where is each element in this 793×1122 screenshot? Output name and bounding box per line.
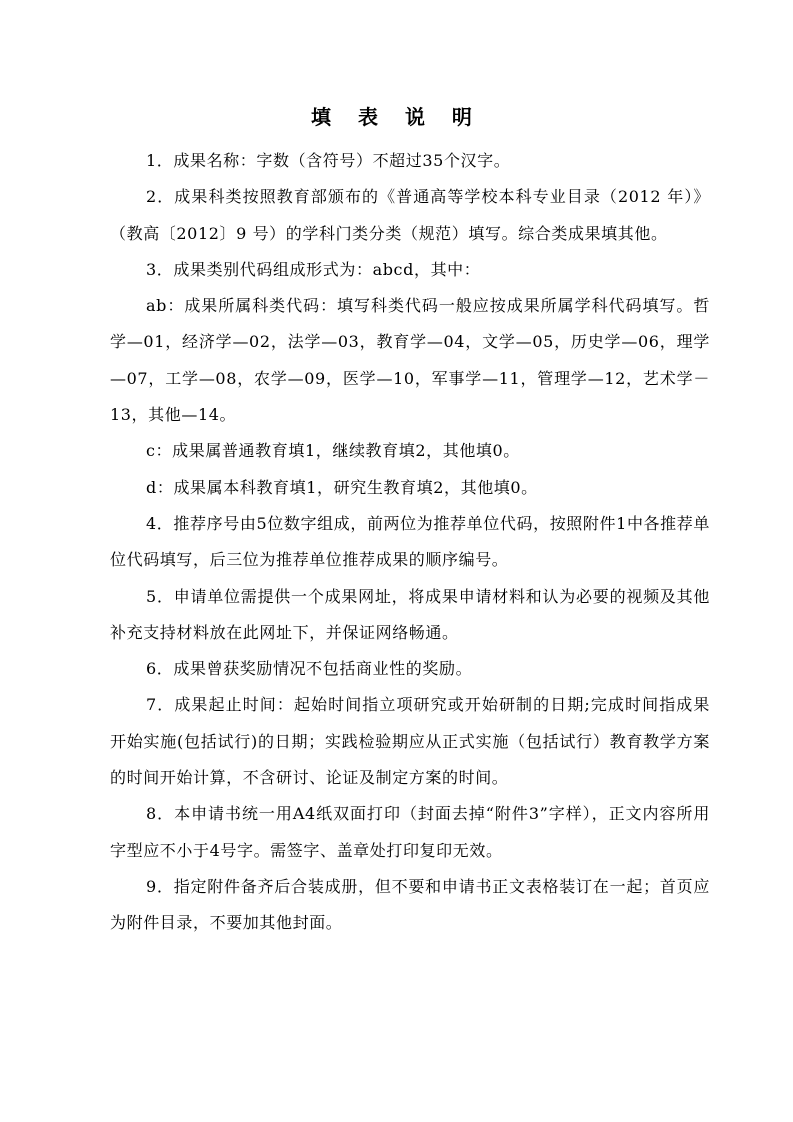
instruction-item-2: 2．成果科类按照教育部颁布的《普通高等学校本科专业目录（2012 年）》（教高〔2012〕9 号）的学科门类分类（规范）填写。综合类成果填其他。 bbox=[110, 187, 710, 243]
instruction-item-9: 9．指定附件备齐后合装成册，但不要和申请书正文表格装订在一起；首页应为附件目录，不要加其他封面。 bbox=[110, 876, 710, 933]
instruction-item-1: 1．成果名称：字数（含符号）不超过35个汉字。 bbox=[146, 151, 511, 170]
instructions-body bbox=[110, 143, 710, 942]
instruction-item-4: 4．推荐序号由5位数字组成，前两位为推荐单位代码，按照附件1中各推荐单位代码填写，后三位为推荐单位推荐成果的顺序编号。 bbox=[110, 513, 710, 570]
instruction-item-3-ab: ab：成果所属科类代码：填写科类代码一般应按成果所属学科代码填写。哲学—01，经济学—02，法学—03，教育学—04，文学—05，历史学—06，理学—07，工学—08，农学—09，医学—10，军事学—11，管理学—12，艺术学－13，其他—14。 bbox=[110, 296, 710, 425]
page-title: 填 表 说 明 bbox=[311, 105, 482, 129]
instruction-item-8: 8．本申请书统一用A4纸双面打印（封面去掉“附件3”字样），正文内容所用字型应不小于4号字。需签字、盖章处打印复印无效。 bbox=[110, 804, 710, 860]
instruction-item-6: 6．成果曾获奖励情况不包括商业性的奖励。 bbox=[146, 659, 473, 679]
instruction-item-5: 5．申请单位需提供一个成果网址，将成果申请材料和认为必要的视频及其他补充支持材料放在此网址下，并保证网络畅通。 bbox=[110, 586, 710, 642]
instruction-item-3-d: d：成果属本科教育填1，研究生教育填2，其他填0。 bbox=[146, 477, 538, 497]
instruction-item-3: 3．成果类别代码组成形式为：abcd，其中： bbox=[146, 259, 481, 279]
instruction-item-3-c: c：成果属普通教育填1，继续教育填2，其他填0。 bbox=[146, 441, 520, 461]
instruction-item-7: 7．成果起止时间：起始时间指立项研究或开始研制的日期;完成时间指成果开始实施(包括试行)的日期；实践检验期应从正式实施（包括试行）教育教学方案的时间开始计算，不含研讨、论证及制定方案的时间。 bbox=[110, 695, 710, 788]
